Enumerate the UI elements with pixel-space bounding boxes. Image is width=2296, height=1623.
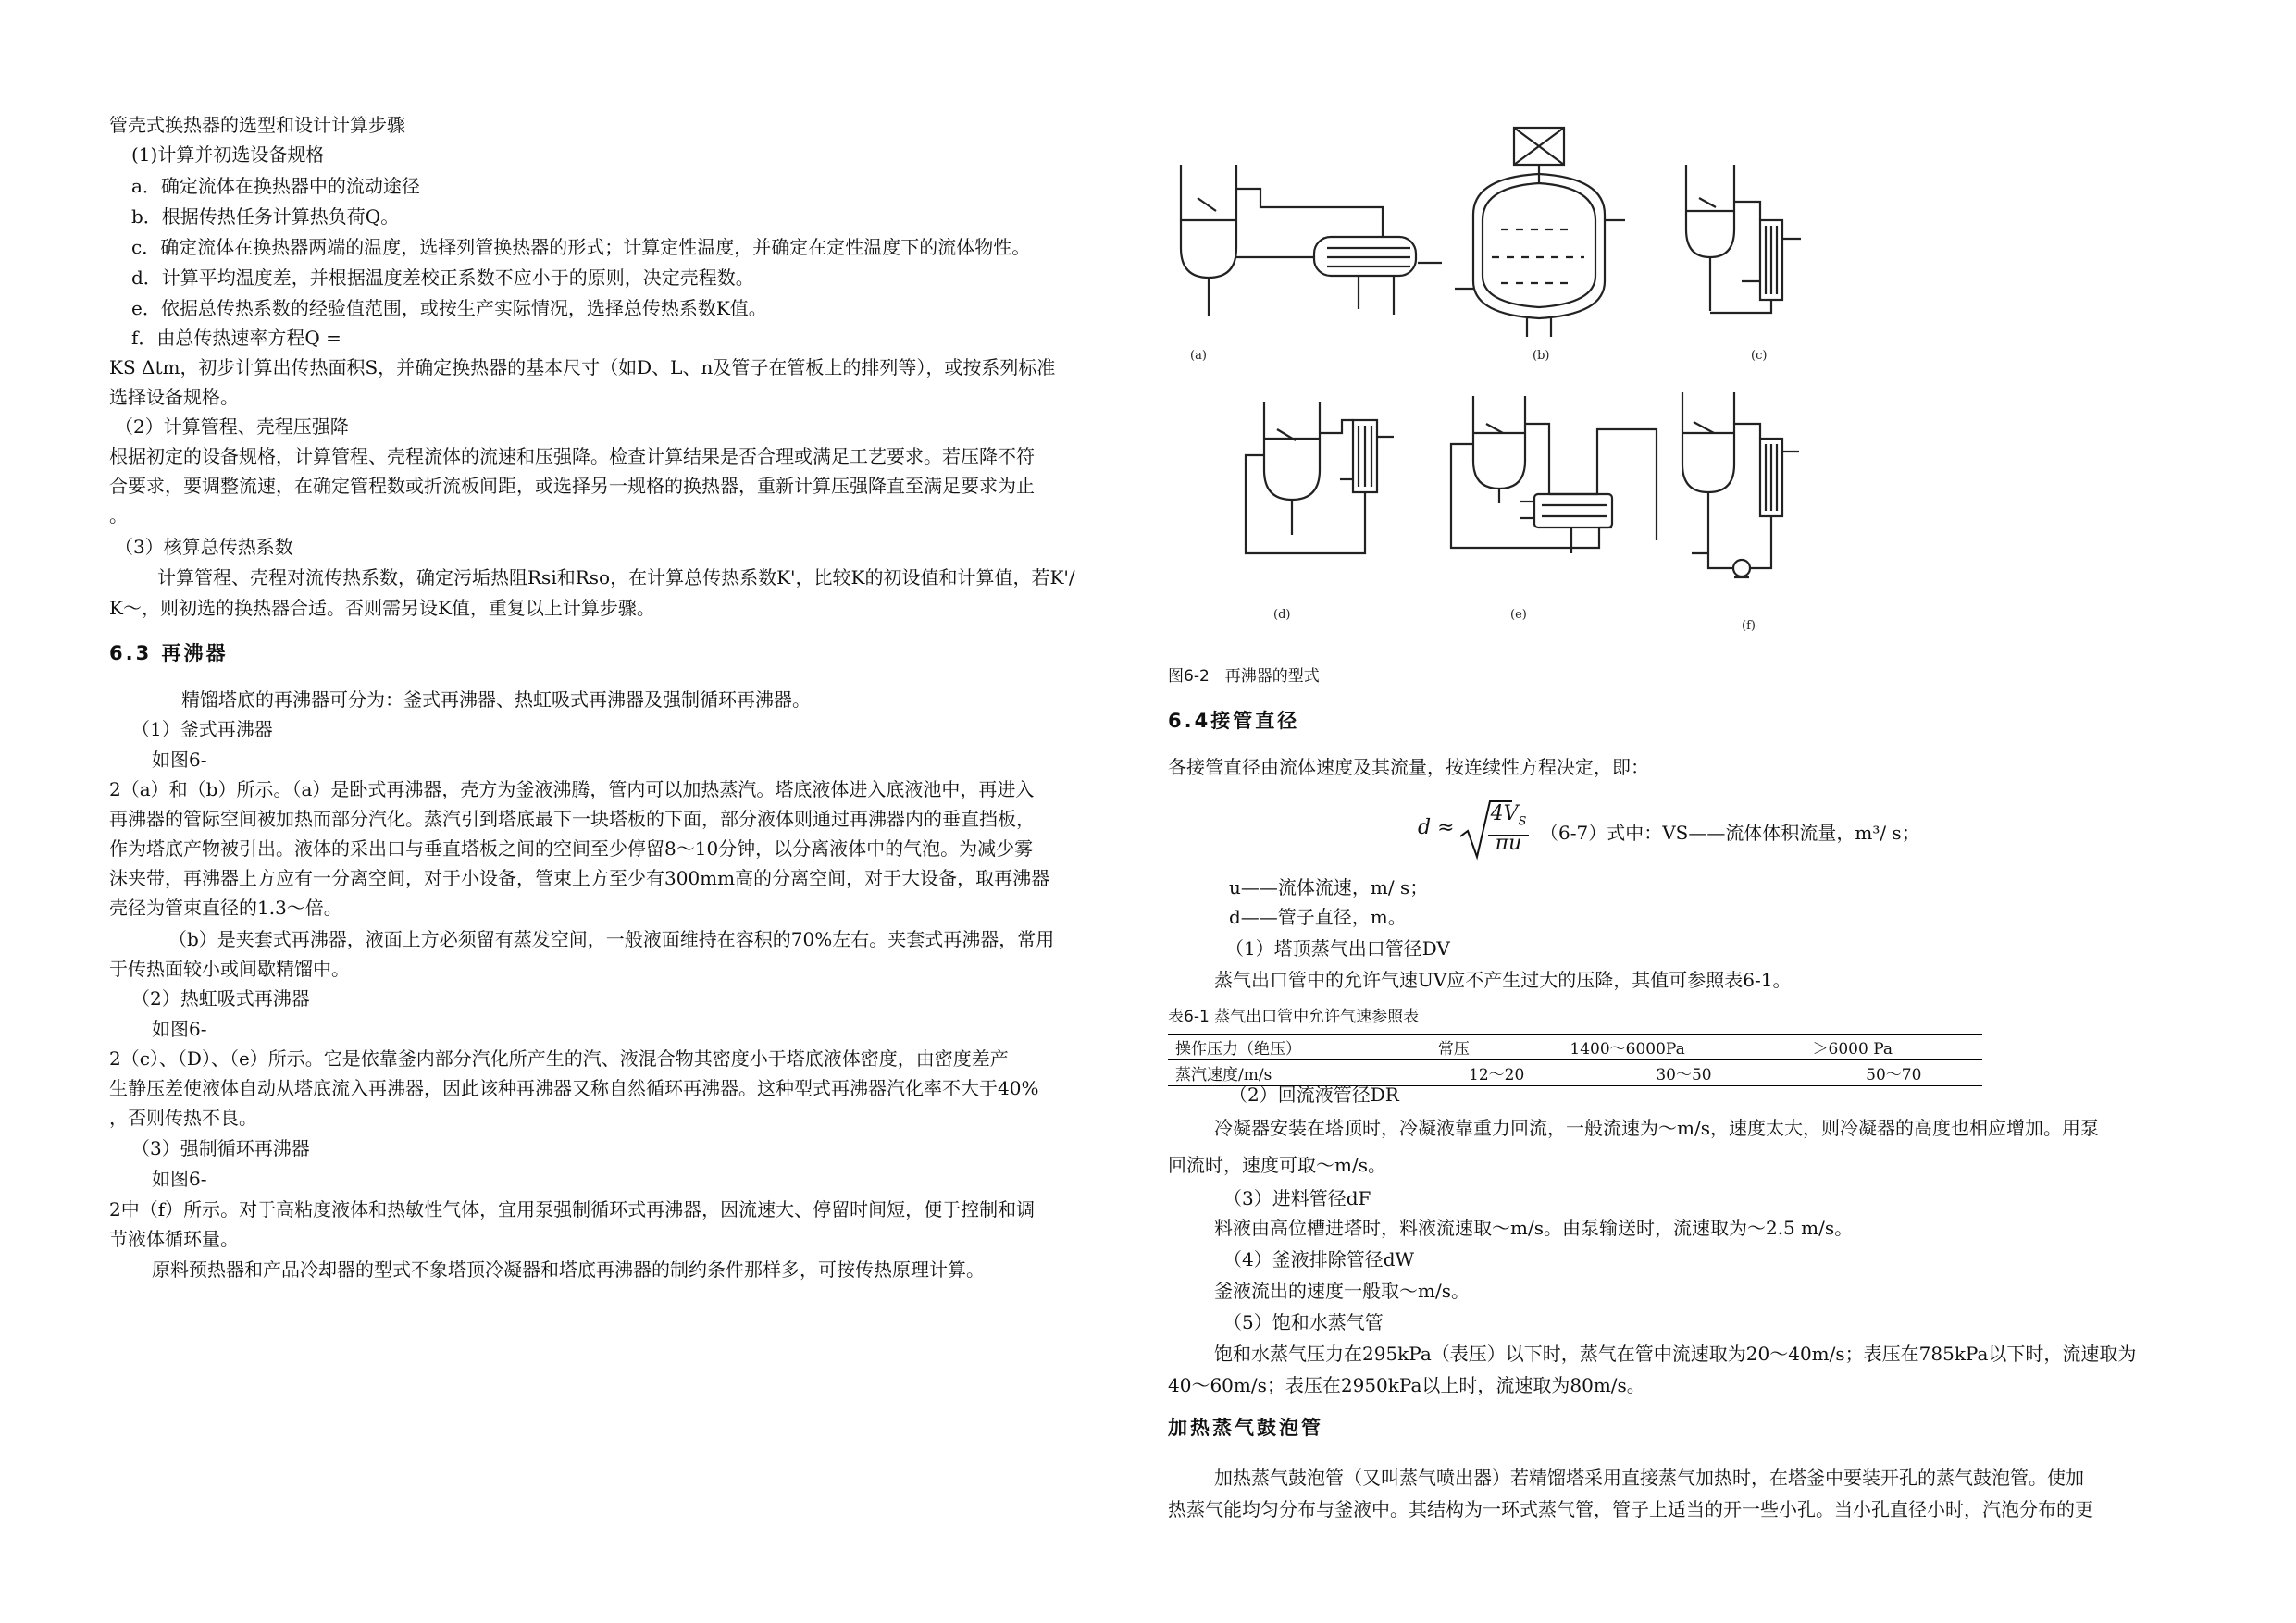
continuity-formula xyxy=(1418,798,1936,862)
item-4-text: 釜液流出的速度一般取～m/s。 xyxy=(1214,1280,1470,1302)
item-5-text2: 40～60m/s；表压在2950kPa以上时，流速取为80m/s。 xyxy=(1168,1374,1645,1396)
reboiler-forced-ref: 如图6- xyxy=(152,1168,207,1190)
reboiler-forced-text1: 2中（f）所示。对于高粘度液体和热敏性气体，宜用泵强制循环式再沸器，因流速大、停留时间短，便于控制和调 xyxy=(109,1198,1036,1220)
reboiler-thermo-text3: ，否则传热不良。 xyxy=(109,1107,257,1129)
reboiler-thermo-text2: 生静压差使液体自动从塔底流入再沸器，因此该种再沸器又称自然循环再沸器。这种型式再沸器汽化率不大于40% xyxy=(109,1077,1039,1099)
reboiler-thermo-heading: （2）热虹吸式再沸器 xyxy=(131,987,310,1010)
step-d: d．计算平均温度差，并根据温度差校正系数不应小于的原则，决定壳程数。 xyxy=(131,266,754,289)
diagram-e xyxy=(1451,396,1657,553)
diagram-b xyxy=(1455,128,1625,337)
formula-denominator: πu xyxy=(1495,832,1522,855)
diagram-a xyxy=(1181,165,1442,316)
table-cell: 蒸汽速度/m/s xyxy=(1168,1060,1431,1086)
step-f: f．由总传热速率方程Q = xyxy=(131,327,341,349)
formula-tail: （6-7）式中：VS——流体体积流量，m³/ s； xyxy=(1540,822,1920,844)
label-f: (f) xyxy=(1742,619,1756,633)
label-c: (c) xyxy=(1751,349,1768,363)
step-f-cont: KS Δtm，初步计算出传热面积S，并确定换热器的基本尺寸（如D、L、n及管子在管板上的排列等），或按系列标准 xyxy=(109,356,1056,378)
reboiler-kettle-text3: 作为塔底产物被引出。液体的采出口与垂直塔板之间的空间至少停留8～10分钟，以分离液体中的气泡。为减少雾 xyxy=(109,837,1034,860)
steam-sparger-text2: 热蒸气能均匀分布与釜液中。其结构为一环式蒸气管，管子上适当的开一些小孔。当小孔直径小时，汽泡分布的更 xyxy=(1168,1498,2093,1520)
section-title: 管壳式换热器的选型和设计计算步骤 xyxy=(109,114,405,136)
steam-sparger-heading: 加热蒸气鼓泡管 xyxy=(1168,1417,1323,1439)
step-c: c．确定流体在换热器两端的温度，选择列管换热器的形式；计算定性温度，并确定在定性温度下的流体物性。 xyxy=(131,236,1031,258)
table-header-cell: ＞6000 Pa xyxy=(1806,1035,1982,1060)
table-cell: 30～50 xyxy=(1562,1060,1805,1086)
table-header-cell: 常压 xyxy=(1431,1035,1562,1060)
table-header-cell: 1400～6000Pa xyxy=(1562,1035,1805,1060)
steam-sparger-text1: 加热蒸气鼓泡管（又叫蒸气喷出器）若精馏塔采用直接蒸气加热时，在塔釜中要装开孔的蒸气鼓泡管。使加 xyxy=(1214,1467,2084,1489)
item-3-text: 料液由高位槽进塔时，料液流速取～m/s。由泵输送时，流速取为～2.5 m/s。 xyxy=(1214,1217,1854,1239)
diagram-c xyxy=(1686,165,1801,313)
vapor-velocity-table xyxy=(1168,1034,1982,1086)
step-f-cont2: 选择设备规格。 xyxy=(109,386,239,408)
figure-caption: 图6-2 再沸器的型式 xyxy=(1168,667,1320,686)
diagram-f xyxy=(1682,392,1799,577)
def-u: u——流体流速，m/ s； xyxy=(1229,876,1429,898)
table-header-row xyxy=(1168,1035,1982,1060)
step-3-text1: 计算管程、壳程对流传热系数，确定污垢热阻Rsi和Rso，在计算总传热系数K'，比较K的初设值和计算值，若K'/ xyxy=(157,566,1075,588)
step-b: b．根据传热任务计算热负荷Q。 xyxy=(131,205,400,228)
item-2-heading: （2）回流液管径DR xyxy=(1229,1084,1399,1106)
step-2-text2: 合要求，要调整流速，在确定管程数或折流板间距，或选择另一规格的换热器，重新计算压强降直至满足要求为止 xyxy=(109,475,1035,497)
step-2-text1: 根据初定的设备规格，计算管程、壳程流体的流速和压强降。检查计算结果是否合理或满足工艺要求。若压降不符 xyxy=(109,445,1035,467)
reboiler-kettle-text1: 2（a）和（b）所示。（a）是卧式再沸器，壳方为釜液沸腾，管内可以加热蒸汽。塔底液体进入底液池中，再进入 xyxy=(109,778,1035,800)
diagram-d xyxy=(1246,402,1394,553)
step-a: a．确定流体在换热器中的流动途径 xyxy=(131,175,420,197)
reboiler-types-figure xyxy=(1168,118,1890,655)
reboiler-kettle-text4: 沫夹带，再沸器上方应有一分离空间，对于小设备，管束上方至少有300mm高的分离空间，对于大设备，取再沸器 xyxy=(109,867,1050,889)
label-b: (b) xyxy=(1533,349,1550,363)
label-a: (a) xyxy=(1190,349,1207,363)
def-d: d——管子直径，m。 xyxy=(1229,906,1407,928)
reboiler-intro: 精馏塔底的再沸器可分为：釜式再沸器、热虹吸式再沸器及强制循环再沸器。 xyxy=(181,688,811,711)
step-1: (1)计算并初选设备规格 xyxy=(131,143,325,166)
table-cell: 50～70 xyxy=(1806,1060,1982,1086)
formula-lhs: d ≈ xyxy=(1418,816,1455,839)
table-cell: 12～20 xyxy=(1431,1060,1562,1086)
reboiler-jacket-text2: 于传热面较小或间歇精馏中。 xyxy=(109,958,350,980)
item-5-text1: 饱和水蒸气压力在295kPa（表压）以下时，蒸气在管中流速取为20～40m/s；表压在785kPa以下时，流速取为 xyxy=(1214,1343,2137,1365)
reboiler-kettle-heading: （1）釜式再沸器 xyxy=(131,718,273,740)
step-2: （2）计算管程、壳程压强降 xyxy=(115,415,349,438)
table-title: 表6-1 蒸气出口管中允许气速参照表 xyxy=(1168,1008,1420,1026)
item-2-text1: 冷凝器安装在塔顶时，冷凝液靠重力回流，一般流速为～m/s，速度太大，则冷凝器的高度也相应增加。用泵 xyxy=(1214,1117,2099,1139)
preheater-text: 原料预热器和产品冷却器的型式不象塔顶冷凝器和塔底再沸器的制约条件那样多，可按传热原理计算。 xyxy=(152,1258,985,1281)
step-e: e．依据总传热系数的经验值范围，或按生产实际情况，选择总传热系数K值。 xyxy=(131,297,767,319)
reboiler-jacket-text1: （b）是夹套式再沸器，液面上方必须留有蒸发空间，一般液面维持在容积的70%左右。夹套式再沸器，常用 xyxy=(168,928,1055,950)
reboiler-thermo-ref: 如图6- xyxy=(152,1018,207,1040)
step-2-text3: 。 xyxy=(109,504,128,527)
label-d: (d) xyxy=(1273,608,1291,622)
item-5-heading: （5）饱和水蒸气管 xyxy=(1223,1311,1384,1333)
item-2-text2: 回流时，速度可取～m/s。 xyxy=(1168,1154,1386,1176)
step-3-text2: K～，则初选的换热器合适。否则需另设K值，重复以上计算步骤。 xyxy=(109,597,655,619)
item-1-heading: （1）塔顶蒸气出口管径DV xyxy=(1225,937,1450,960)
reboiler-forced-heading: （3）强制循环再沸器 xyxy=(131,1137,310,1159)
reboiler-thermo-text1: 2（c）、（D）、（e）所示。它是依靠釜内部分汽化所产生的汽、液混合物其密度小于塔底液体密度，由密度差产 xyxy=(109,1047,1009,1070)
table-header-cell: 操作压力（绝压） xyxy=(1168,1035,1431,1060)
label-e: (e) xyxy=(1510,608,1527,622)
reboiler-kettle-text5: 壳径为管束直径的1.3～倍。 xyxy=(109,897,342,919)
section-6-3-heading: 6.3 再沸器 xyxy=(109,642,229,664)
section-6-4-heading: 6.4接管直径 xyxy=(1168,710,1300,732)
nozzle-intro: 各接管直径由流体速度及其流量，按连续性方程决定，即： xyxy=(1168,756,1649,778)
reboiler-forced-text2: 节液体循环量。 xyxy=(109,1228,239,1250)
reboiler-kettle-ref: 如图6- xyxy=(152,749,207,771)
item-4-heading: （4）釜液排除管径dW xyxy=(1223,1248,1415,1270)
reboiler-kettle-text2: 再沸器的管际空间被加热而部分汽化。蒸汽引到塔底最下一块塔板的下面，部分液体则通过再沸器内的垂直挡板， xyxy=(109,808,1035,830)
step-3: （3）核算总传热系数 xyxy=(115,536,293,558)
item-3-heading: （3）进料管径dF xyxy=(1223,1187,1371,1209)
formula-numerator: $4V_S$ xyxy=(1488,801,1529,836)
item-1-text: 蒸气出口管中的允许气速UV应不产生过大的压降，其值可参照表6-1。 xyxy=(1214,969,1792,991)
